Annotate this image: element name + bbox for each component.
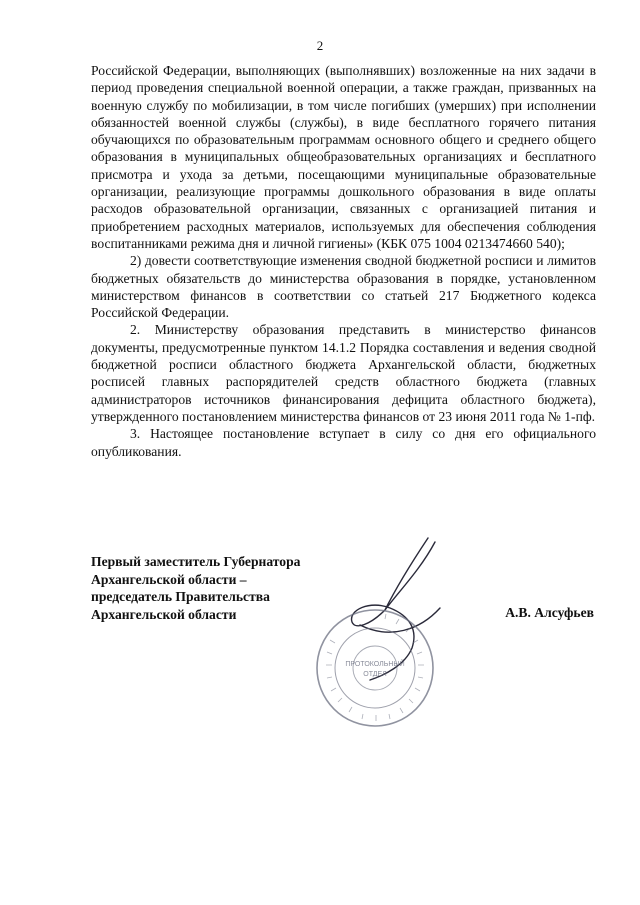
paragraph-point-2: 2. Министерству образования представить в министерство финансов документы, предусмотренные пунктом 14.1.2 Порядка составления и ведения сводной бюджетной росписи областного бюджета Архангельской области, бюджетных росписей главных распорядителей средств областного бюджета (главных администраторов источников финансирования дефицита областного бюджета), утвержденного постановлением министерства финансов от 23 июня 2011 года № 1-пф. bbox=[91, 322, 596, 424]
stamp-outer-ring bbox=[317, 610, 433, 726]
signatory-title-line: Архангельской области – bbox=[91, 571, 247, 587]
signatory-title-line: Архангельской области bbox=[91, 606, 237, 622]
signatory-title-line: председатель Правительства bbox=[91, 589, 270, 604]
paragraph-point-3: 3. Настоящее постановление вступает в силу со дня его официального опубликования. bbox=[91, 426, 596, 459]
signatory-name: А.В. Алсуфьев bbox=[505, 605, 594, 620]
stamp-inner-ring bbox=[335, 628, 415, 708]
paragraph-continuation: Российской Федерации, выполняющих (выполнявших) возложенные на них задачи в период проведения специальной военной операции, а также граждан, призванных на военную службу по мобилизации, в том числе погибших (умерших) при исполнении обязанностей военной службы (службы), в виде бесплатного горячего питания обучающихся по образовательным программам основного общего и среднего общего образования в муниципальных общеобразовательных организациях и бесплатного присмотра и ухода за детьми, посещающими муниципальные образовательные организации, реализующие программы дошкольного образования в виде оплаты расходов образовательной организации, связанных с организацией питания и приобретением расходных материалов, используемых для обеспечения соблюдения воспитанниками режима дня и личной гигиены» (КБК 075 1004 0213474660 540); bbox=[91, 63, 596, 251]
page-number: 2 bbox=[316, 38, 324, 53]
paragraph-item-2-subpoint: 2) довести соответствующие изменения сводной бюджетной росписи и лимитов бюджетных обязательств до министерства образования в порядке, установленном министерством финансов в соответствии со статьей 217 Бюджетного кодекса Российской Федерации. bbox=[91, 253, 596, 321]
stamp-center-ring bbox=[353, 646, 397, 690]
signatory-title-line: Первый заместитель Губернатора bbox=[91, 554, 301, 569]
signatory-title bbox=[91, 553, 300, 623]
stamp-center-text: ОТДЕЛ bbox=[363, 671, 387, 678]
official-stamp-and-signature bbox=[300, 530, 450, 740]
handwritten-signature bbox=[352, 538, 440, 680]
document-body bbox=[91, 62, 596, 460]
stamp-center-text: ПРОТОКОЛЬНЫЙ bbox=[345, 661, 405, 668]
